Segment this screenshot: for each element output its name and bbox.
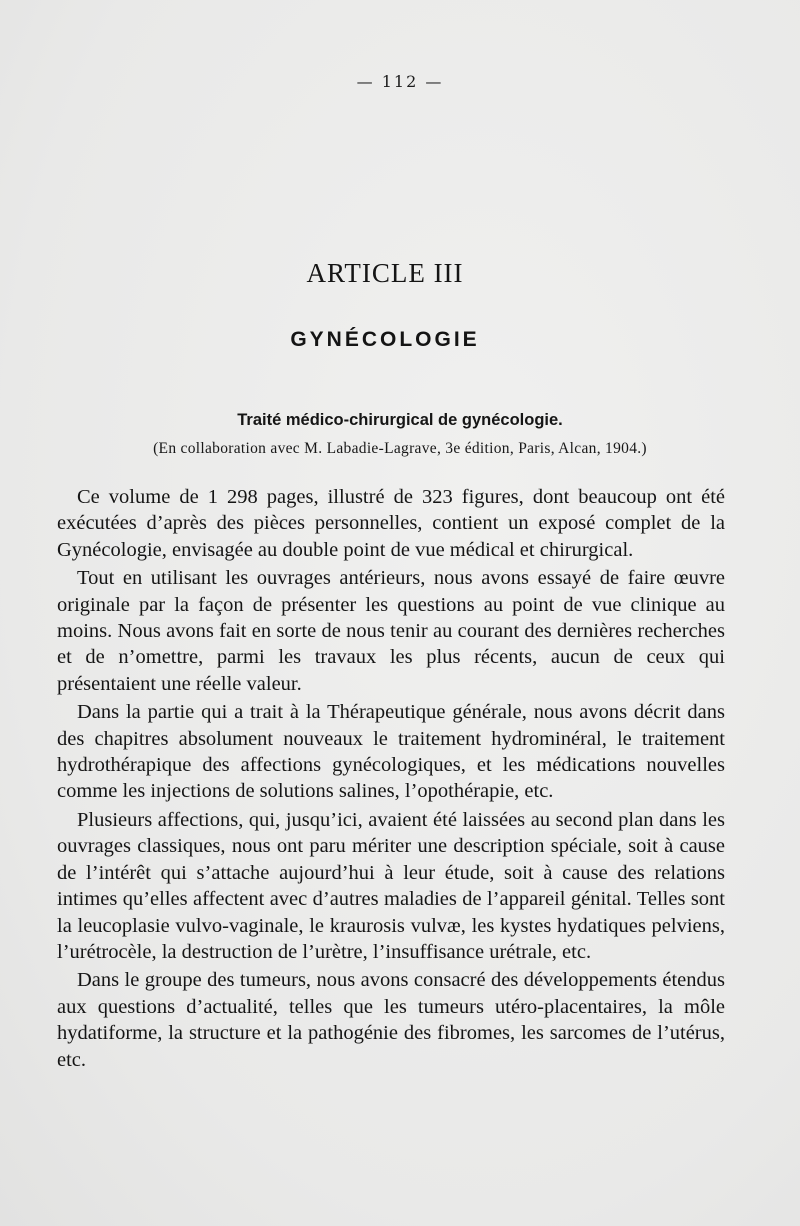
paragraph-3: Dans la partie qui a trait à la Thérapeutique générale, nous avons décrit dans des chapitres absolument nouveaux le traitement hydrominéral, le traitement hydrothérapique des affections gynécologiques, et les médications nouvelles comme les injections de solutions salines, l’opothérapie, etc.	[57, 701, 725, 803]
paragraph-5: Dans le groupe des tumeurs, nous avons consacré des développements étendus aux questions d’actualité, telles que les tumeurs utéro-placentaires, la môle hydatiforme, la structure et la pathogénie des fibromes, les sarcomes de l’utérus, etc.	[57, 969, 725, 1071]
paragraph-4: Plusieurs affections, qui, jusqu’ici, avaient été laissées au second plan dans les ouvrages classiques, nous ont paru mériter une description spéciale, soit à cause de l’intérêt qui s’attache aujourd’hui à leur étude, soit à cause des relations intimes qu’elles affectent avec d’autres maladies de l’appareil génital. Telles sont la leucoplasie vulvo-vaginale, le kraurosis vulvæ, les kystes hydatiques pelviens, l’urétrocèle, la destruction de l’urètre, l’insuffisance urétrale, etc.	[57, 808, 725, 963]
page-number-header: — 112 —	[356, 72, 444, 91]
book-publication-note: (En collaboration avec M. Labadie-Lagrave, 3e édition, Paris, Alcan, 1904.)	[153, 440, 647, 457]
paragraph-2: Tout en utilisant les ouvrages antérieurs, nous avons essayé de faire œuvre originale par la façon de présenter les questions au point de vue clinique au moins. Nous avons fait en sorte de nous tenir au courant des dernières recherches et de n’omettre, parmi les travaux les plus récents, aucun de ceux qui présentaient une réelle valeur.	[57, 567, 725, 695]
book-title: Traité médico-chirurgical de gynécologie.	[237, 411, 563, 429]
body-text	[57, 484, 725, 1075]
section-title: GYNÉCOLOGIE	[290, 328, 480, 351]
article-title: ARTICLE III	[306, 258, 464, 288]
paragraph-1: Ce volume de 1 298 pages, illustré de 323 figures, dont beaucoup ont été exécutées d’après des pièces personnelles, contient un exposé complet de la Gynécologie, envisagée au double point de vue médical et chirurgical.	[57, 486, 725, 561]
